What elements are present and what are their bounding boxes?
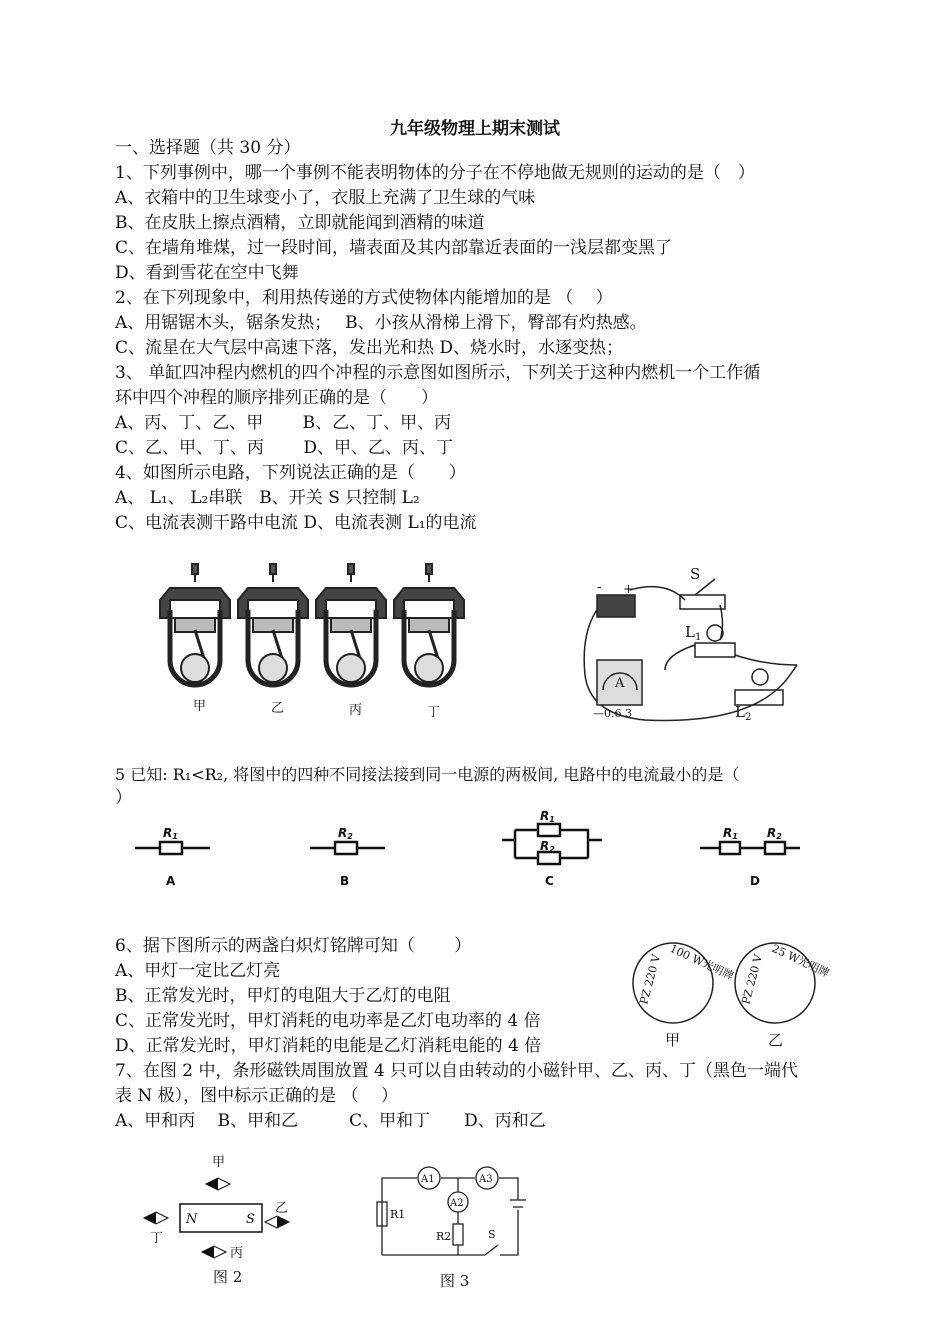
svg-text:R2 xyxy=(540,839,555,854)
figure-2-magnet xyxy=(140,1152,300,1262)
option-letter-d: D xyxy=(750,874,760,888)
question-5-cont: ） xyxy=(115,788,132,808)
needle-yi-label: 乙 xyxy=(275,1201,289,1216)
lamp1-label: L xyxy=(685,623,695,641)
q1-option-d: D、看到雪花在空中飞舞 xyxy=(115,263,299,283)
option-letter-a: A xyxy=(166,874,176,888)
svg-text:R2 xyxy=(338,826,353,841)
resistor-r2-label: R2 xyxy=(436,1230,452,1243)
q4-options-ab: A、 L₁、 L₂串联 B、开关 S 只控制 L₂ xyxy=(115,488,420,508)
bulb-label-jia: 甲 xyxy=(665,1031,681,1049)
engine-label-ding: 丁 xyxy=(427,705,441,720)
meter-scale: —0.6 3 xyxy=(593,707,632,720)
q1-option-c: C、在墙角堆煤，过一段时间，墙表面及其内部靠近表面的一浅层都变黑了 xyxy=(115,238,673,258)
ammeter-a2-label: A2 xyxy=(450,1198,464,1209)
meter-label: A xyxy=(615,676,625,691)
resistor-options-figure xyxy=(130,810,850,890)
needle-bing-label: 丙 xyxy=(230,1246,244,1261)
question-4: 4、如图所示电路，下列说法正确的是（ ） xyxy=(115,463,466,483)
question-3: 3、 单缸四冲程内燃机的四个冲程的示意图如图所示，下列关于这种内燃机一个工作循 xyxy=(115,363,761,383)
bulb-yi-rating-right: 25 W光明牌 xyxy=(769,941,832,980)
bulb-yi-rating-left: PZ 220 V xyxy=(739,953,766,1006)
ammeter-a1-label: A1 xyxy=(421,1174,435,1185)
switch-s-label: S xyxy=(488,1228,496,1241)
engine-strokes-figure xyxy=(155,560,475,730)
resistor-r1-label: R1 xyxy=(390,1208,406,1221)
q6-option-b: B、正常发光时，甲灯的电阻大于乙灯的电阻 xyxy=(115,986,451,1006)
ra-sub: 1 xyxy=(172,832,178,841)
battery-minus: - xyxy=(597,580,602,595)
rd1-label: R xyxy=(723,826,733,840)
bulb-nameplates-figure xyxy=(625,935,832,1055)
question-3-cont: 环中四个冲程的顺序排列正确的是（ ） xyxy=(115,388,438,408)
rb-sub: 2 xyxy=(347,832,353,841)
switch-label: S xyxy=(690,565,701,583)
figure-3-caption: 图 3 xyxy=(440,1272,470,1290)
bulb-jia-rating-left: PZ 220 V xyxy=(637,953,664,1006)
svg-text:R1 xyxy=(163,826,178,841)
rd2-label: R xyxy=(767,826,777,840)
rc2-sub: 2 xyxy=(549,845,555,854)
section-heading: 一、选择题（共 30 分） xyxy=(115,138,301,158)
needle-ding-label: 丁 xyxy=(150,1231,164,1246)
svg-text:R2 xyxy=(767,826,782,841)
lamp2-label: L xyxy=(735,703,745,721)
ammeter-a3-label: A3 xyxy=(479,1174,493,1185)
figure-2-caption: 图 2 xyxy=(213,1268,243,1286)
question-1: 1、下列事例中，哪一个事例不能表明物体的分子在不停地做无规则的运动的是（ ） xyxy=(115,163,755,183)
q2-options-ab: A、用锯锯木头，锯条发热； B、小孩从滑梯上滑下，臀部有灼热感。 xyxy=(115,313,647,333)
question-7-cont: 表 N 极），图中标示正确的是 （ ） xyxy=(115,1086,398,1106)
engine-label-yi: 乙 xyxy=(271,701,285,716)
rd1-sub: 1 xyxy=(732,832,738,841)
battery-plus: + xyxy=(623,582,634,597)
svg-text:R1 xyxy=(723,826,738,841)
option-letter-b: B xyxy=(340,874,350,888)
q4-circuit-figure xyxy=(575,565,805,725)
ra-label: R xyxy=(163,826,173,840)
q3-options-cd: C、乙、甲、丁、丙 D、甲、乙、丙、丁 xyxy=(115,438,454,458)
rc1-sub: 1 xyxy=(549,815,555,824)
q1-option-a: A、衣箱中的卫生球变小了，衣服上充满了卫生球的气味 xyxy=(115,188,536,208)
question-2: 2、在下列现象中，利用热传递的方式使物体内能增加的是 （ ） xyxy=(115,288,613,308)
option-letter-c: C xyxy=(545,874,554,888)
page-title: 九年级物理上期末测试 xyxy=(390,119,560,139)
engine-label-jia: 甲 xyxy=(193,699,207,714)
q7-options: A、甲和丙 B、甲和乙 C、甲和丁 D、丙和乙 xyxy=(115,1111,546,1131)
engine-label-bing: 丙 xyxy=(349,703,363,718)
needle-jia-label: 甲 xyxy=(212,1155,226,1170)
question-7: 7、在图 2 中，条形磁铁周围放置 4 只可以自由转动的小磁针甲、乙、丙、丁（黑色一端代 xyxy=(115,1061,799,1081)
rd2-sub: 2 xyxy=(776,832,782,841)
magnet-n: N xyxy=(186,1212,198,1227)
bulb-jia-rating-right: 100 W光明牌 xyxy=(667,941,736,983)
q4-options-cd: C、电流表测干路中电流 D、电流表测 L₁的电流 xyxy=(115,513,477,533)
lamp2-sub: 2 xyxy=(744,712,752,723)
q1-option-b: B、在皮肤上擦点酒精，立即就能闻到酒精的味道 xyxy=(115,213,485,233)
figure-3-circuit xyxy=(370,1160,540,1270)
bulb-label-yi: 乙 xyxy=(768,1031,784,1049)
rb-label: R xyxy=(338,826,348,840)
q6-option-d: D、正常发光时，甲灯消耗的电能是乙灯消耗电能的 4 倍 xyxy=(115,1036,542,1056)
q6-option-a: A、甲灯一定比乙灯亮 xyxy=(115,961,281,981)
q3-options-ab: A、丙、丁、乙、甲 B、乙、丁、甲、丙 xyxy=(115,413,452,433)
lamp1-sub: 1 xyxy=(694,632,702,643)
magnet-s: S xyxy=(246,1212,255,1227)
question-6: 6、据下图所示的两盏白炽灯铭牌可知（ ） xyxy=(115,936,472,956)
rc1-label: R xyxy=(540,809,550,823)
q2-options-cd: C、流星在大气层中高速下落，发出光和热 D、烧水时，水逐变热； xyxy=(115,338,624,358)
rc2-label: R xyxy=(540,839,550,853)
question-5: 5 已知: R₁<R₂, 将图中的四种不同接法接到同一电源的两极间, 电路中的电流最小的是（ xyxy=(115,765,740,784)
svg-text:L1 xyxy=(685,623,701,643)
svg-text:R1 xyxy=(540,809,555,824)
q6-option-c: C、正常发光时，甲灯消耗的电功率是乙灯电功率的 4 倍 xyxy=(115,1011,541,1031)
